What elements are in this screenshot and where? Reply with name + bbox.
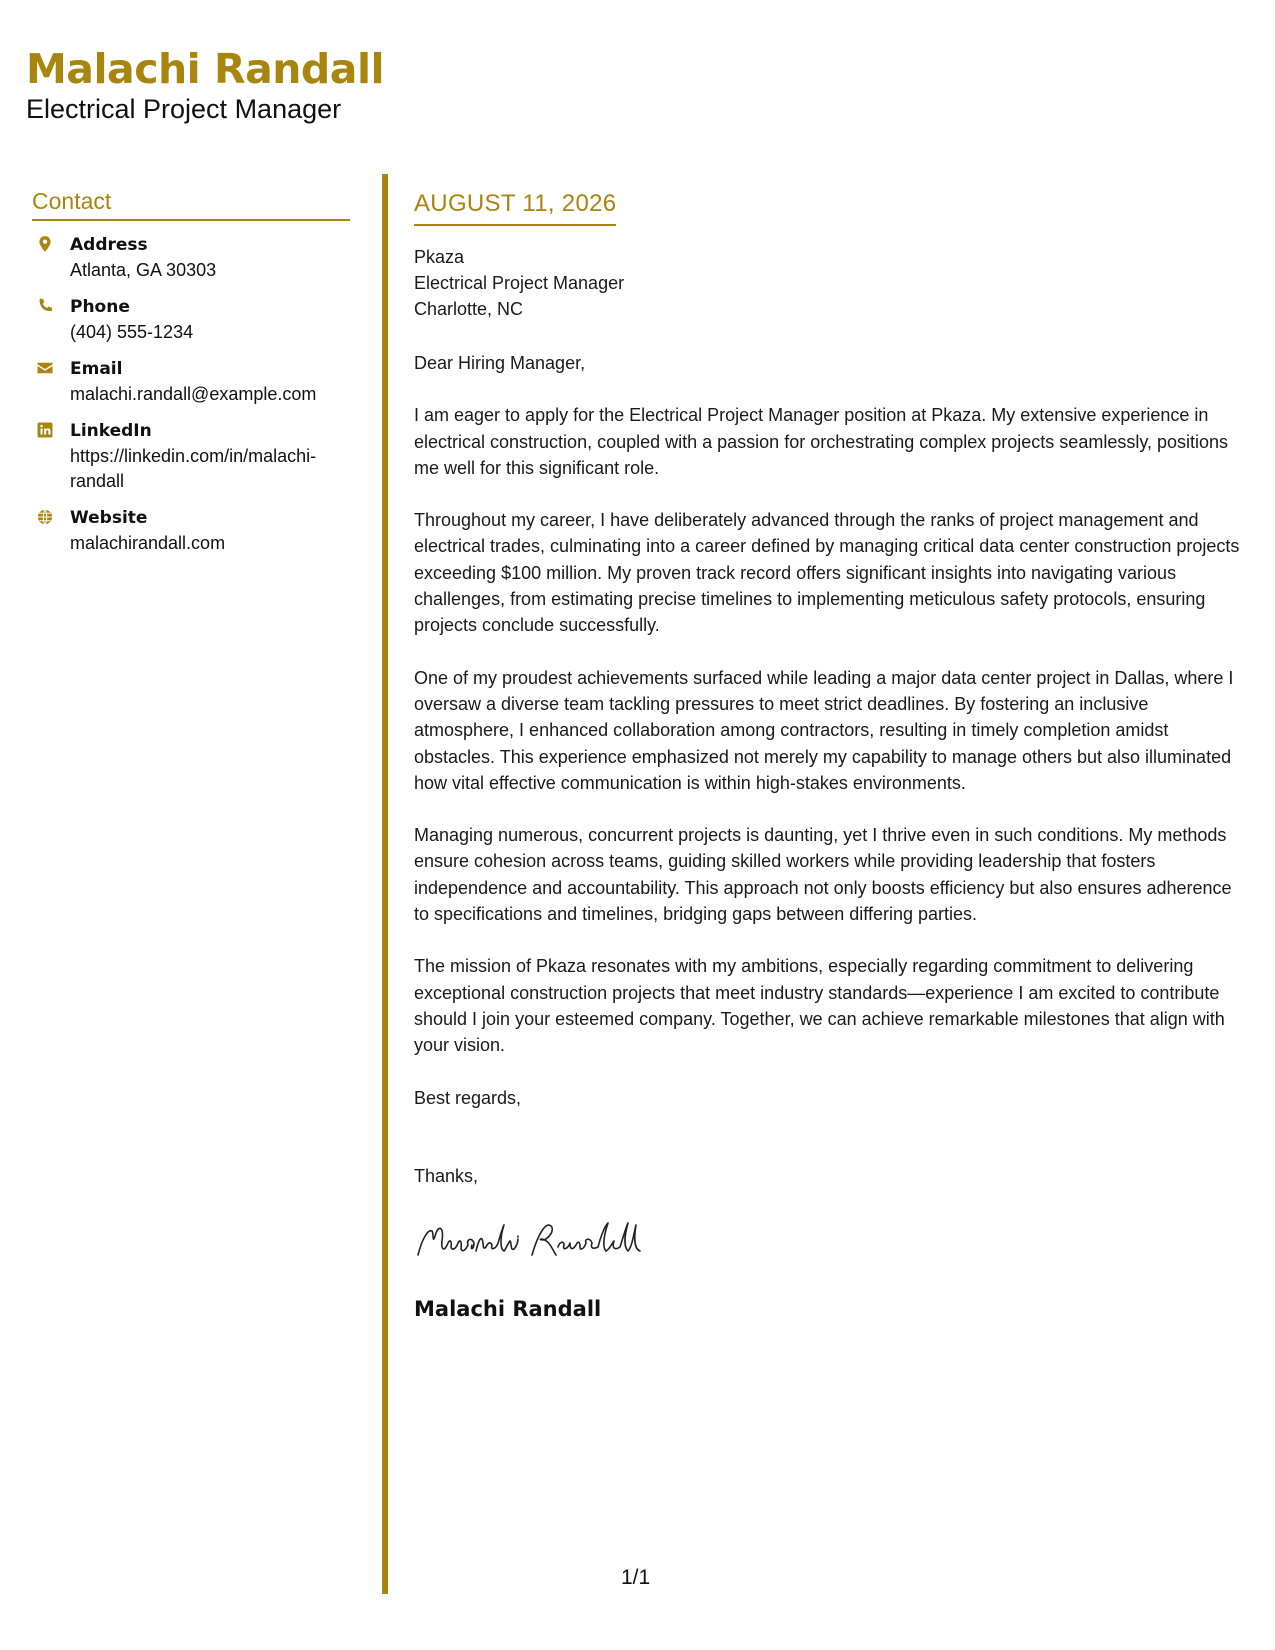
contact-item-address [32,233,350,283]
letter-date: AUGUST 11, 2026 [414,190,616,226]
closing: Best regards, [414,1087,522,1108]
handwritten-signature [414,1219,1246,1269]
contact-label: Email [70,359,123,379]
letter-content [414,350,1246,1059]
envelope-icon [36,359,58,381]
letter-body [414,190,1246,1321]
applicant-role: Electrical Project Manager [26,94,342,125]
contact-section-title: Contact [32,188,350,221]
recipient-location: Charlotte, NC [414,299,524,319]
contact-item-phone [32,295,350,345]
salutation: Dear Hiring Manager, [414,353,586,373]
contact-item-website [32,506,350,556]
map-pin-icon [36,235,58,257]
contact-sidebar [32,188,350,568]
recipient-company: Pkaza [414,247,465,267]
globe-icon [36,508,58,530]
phone-icon [36,297,58,319]
paragraph: Throughout my career, I have deliberately advanced through the ranks of project management and electrical trades, culminating into a career defined by managing critical data center construction projects exceeding $100 million. My proven track record offers significant insights into navigating various challenges, from estimating precise timelines to implementing meticulous safety protocols, ensuring projects conclude successfully. [414,510,1240,636]
contact-value: Atlanta, GA 30303 [70,260,217,280]
letter-header [26,46,384,126]
signed-name: Malachi Randall [414,1296,602,1321]
vertical-divider [382,174,388,1594]
contact-value: (404) 555-1234 [70,322,194,342]
contact-item-linkedin [32,419,350,494]
paragraph: One of my proudest achievements surfaced while leading a major data center project in Dallas, where I oversaw a diverse team tackling pressures to meet strict deadlines. By fostering an inclusive atmosphere, I enhanced collaboration among contractors, resulting in timely completion amidst obstacles. This experience emphasized not merely my capability to manage others but also illuminated how vital effective communication is within high-stakes environments. [414,667,1234,793]
thanks: Thanks, [414,1165,479,1186]
contact-value[interactable]: malachi.randall@example.com [70,384,317,404]
contact-label: Phone [70,297,130,317]
linkedin-icon [36,421,58,443]
contact-text [70,357,316,407]
contact-value[interactable]: https://linkedin.com/in/malachi-randall [70,446,317,491]
paragraph: Managing numerous, concurrent projects is daunting, yet I thrive even in such conditions. My methods ensure cohesion across teams, guiding skilled workers while providing leadership that fosters independence and accountability. This approach not only boosts efficiency but also ensures adherence to specifications and timelines, bridging gaps between differing parties. [414,825,1232,925]
contact-text [70,419,350,494]
page-number: 1/1 [621,1566,651,1589]
paragraph: The mission of Pkaza resonates with my ambitions, especially regarding commitment to delivering exceptional construction projects that meet industry standards—experience I am excited to contribute should I join your esteemed company. Together, we can achieve remarkable milestones that align with your vision. [414,956,1225,1056]
paragraph: I am eager to apply for the Electrical Project Manager position at Pkaza. My extensive experience in electrical construction, coupled with a passion for orchestrating complex projects seamlessly, positions me well for this significant role. [414,405,1229,478]
contact-text [70,295,193,345]
recipient-block [414,244,1246,322]
applicant-name: Malachi Randall [26,45,385,93]
contact-item-email [32,357,350,407]
contact-text [70,506,225,556]
recipient-position: Electrical Project Manager [414,273,625,293]
contact-text [70,233,216,283]
contact-label: Website [70,508,148,528]
contact-label: LinkedIn [70,421,152,441]
contact-label: Address [70,235,148,255]
contact-value[interactable]: malachirandall.com [70,533,226,553]
